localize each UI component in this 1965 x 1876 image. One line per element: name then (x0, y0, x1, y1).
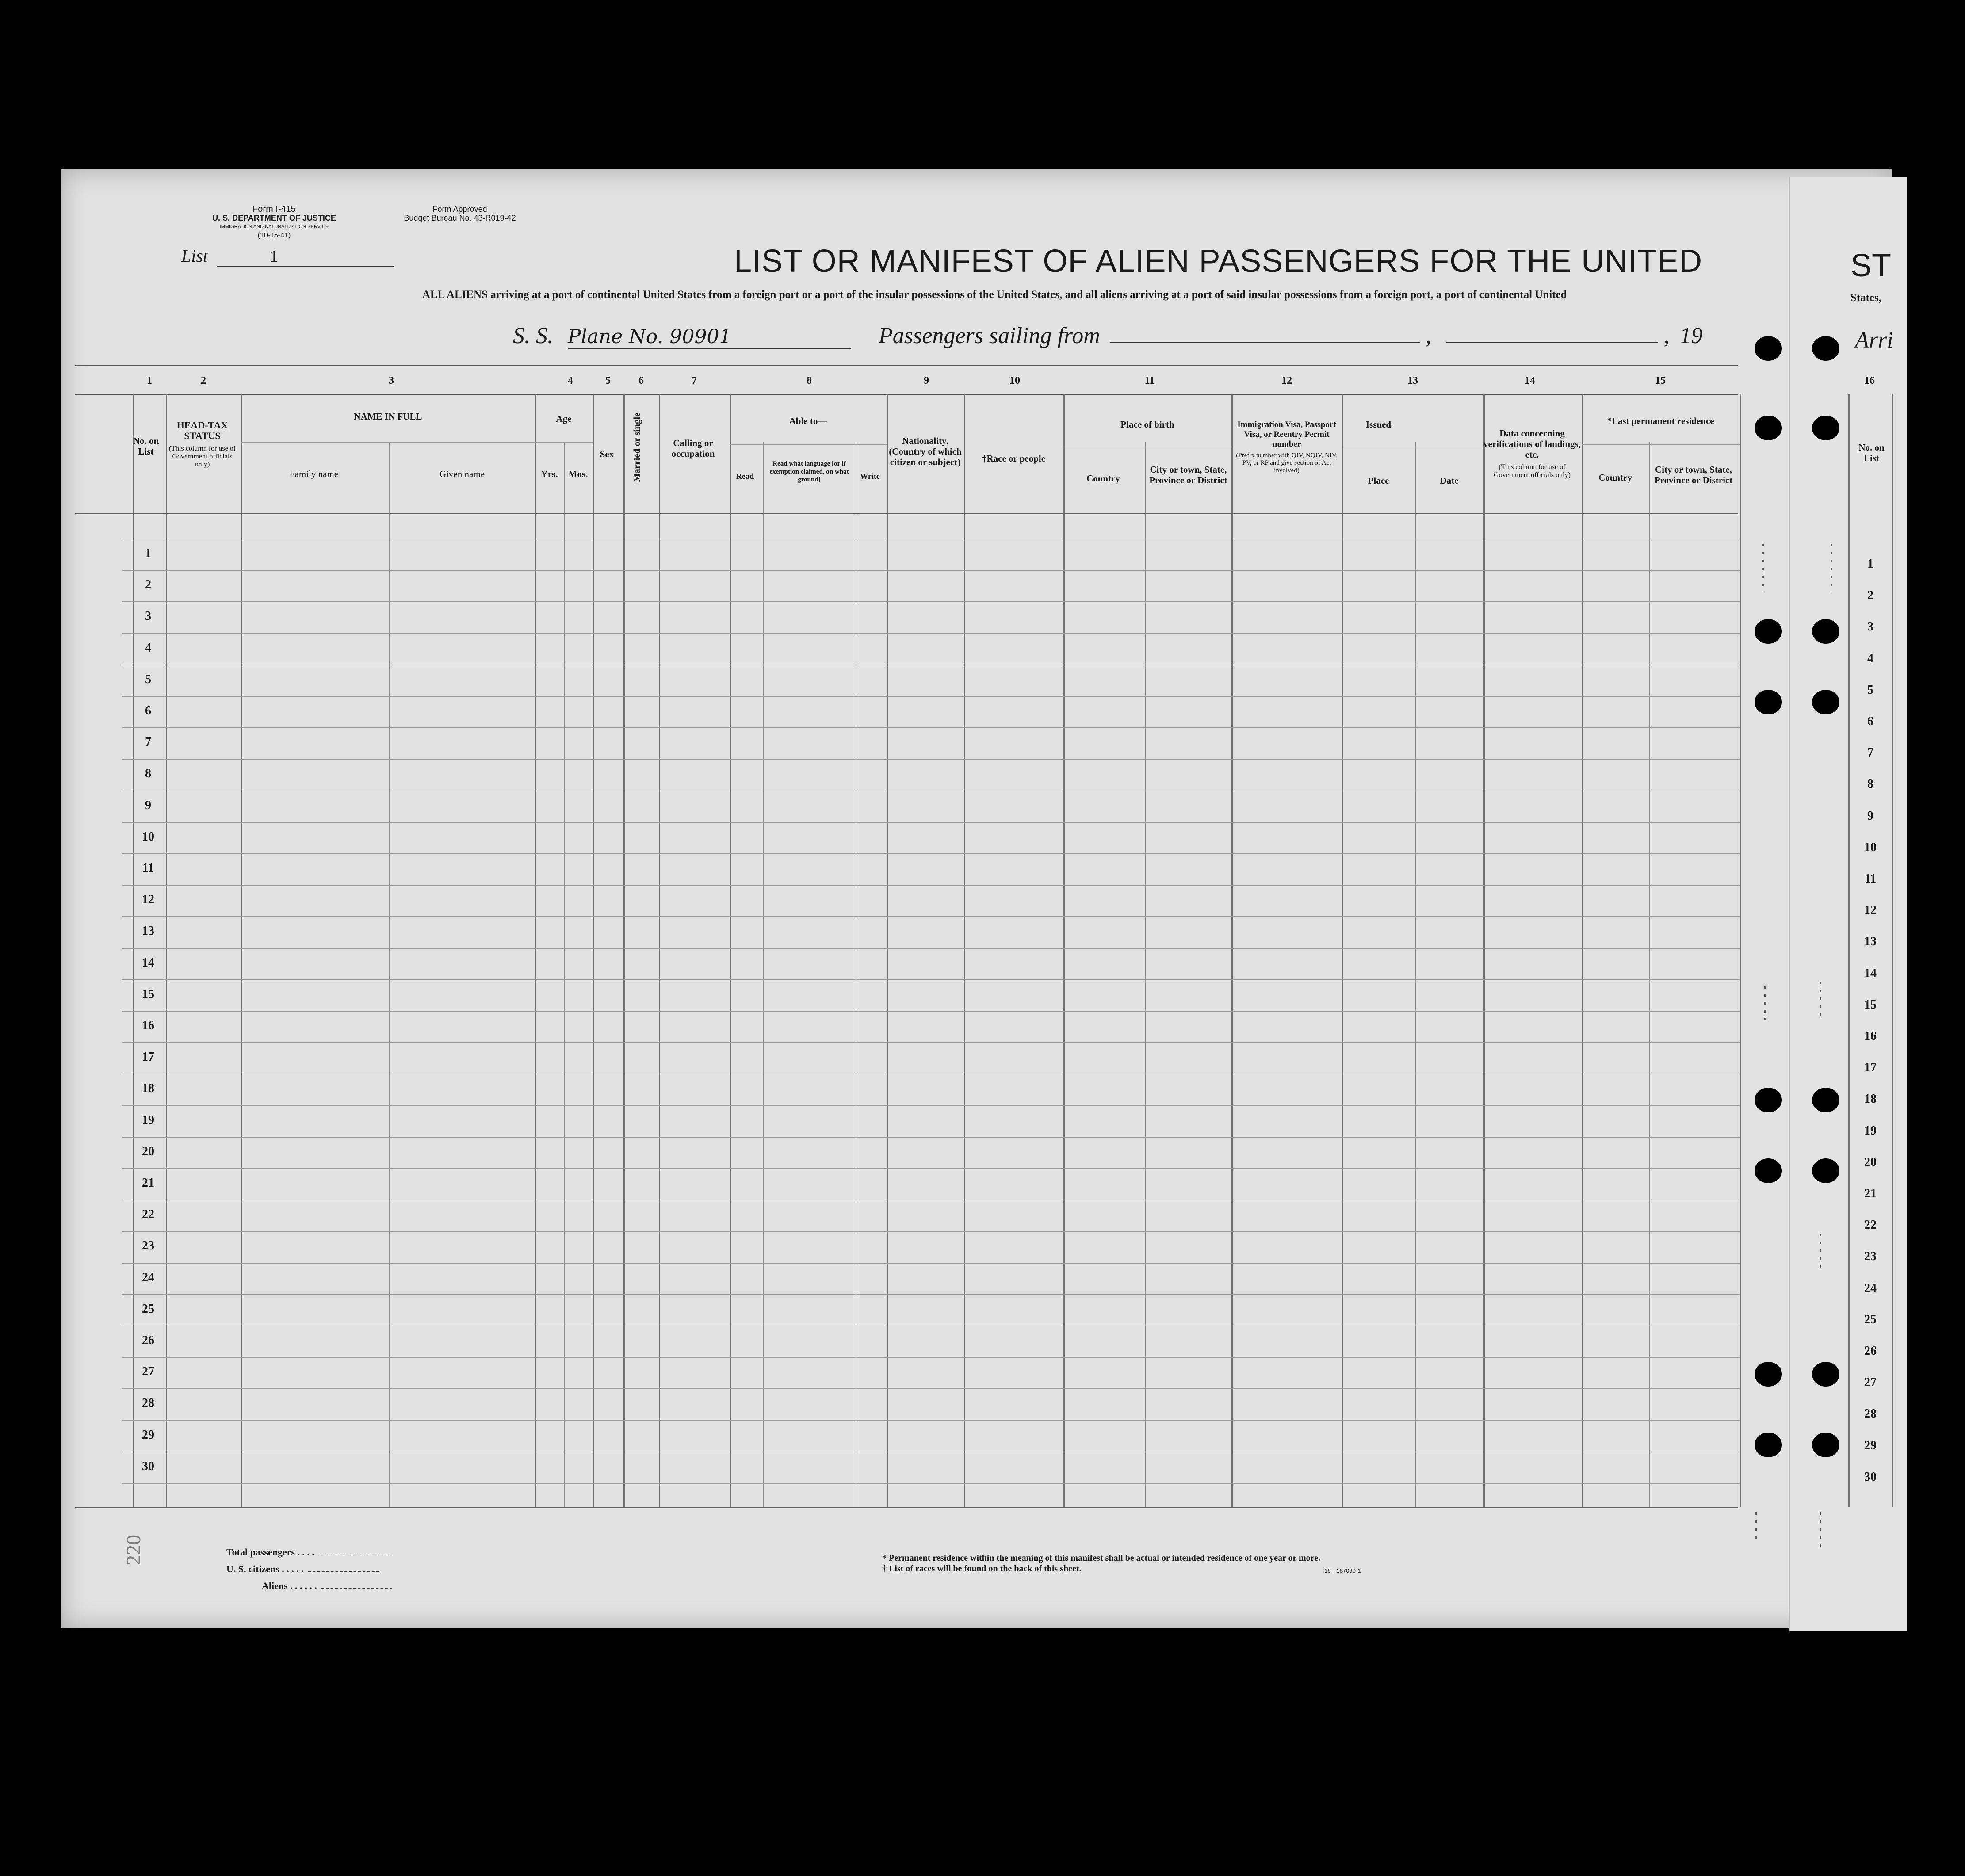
row-number-continued: 2 (1867, 588, 1873, 602)
row-number: 27 (142, 1365, 154, 1379)
column-rule (1892, 394, 1893, 1507)
col-age-header: Age (556, 413, 572, 424)
row-number: 10 (142, 830, 154, 844)
list-value[interactable]: 1 (217, 247, 394, 267)
col-write-header: Write (860, 472, 880, 481)
list-label: List (181, 246, 208, 266)
col-sex-header: Sex (600, 449, 614, 459)
punch-hole (1755, 1158, 1782, 1183)
punch-hole (1812, 1433, 1839, 1457)
row-number: 4 (145, 641, 151, 655)
row-rule (122, 727, 1740, 728)
row-number: 16 (142, 1019, 154, 1032)
row-number: 25 (142, 1302, 154, 1316)
row-number: 21 (142, 1176, 154, 1190)
manifest-title-continued: ST (1850, 248, 1892, 283)
row-number: 6 (145, 704, 151, 718)
perforation-dots (1820, 1234, 1821, 1273)
punch-hole (1812, 336, 1839, 361)
col-age-yrs-header: Yrs. (541, 469, 558, 479)
column-number: 1 (147, 375, 152, 386)
row-number-continued: 27 (1864, 1375, 1877, 1389)
column-rule (1342, 394, 1343, 1507)
row-number-continued: 15 (1864, 998, 1877, 1012)
row-rule (122, 759, 1740, 760)
sailing-label: Passengers sailing from (879, 323, 1100, 348)
arriving-label: Arri (1855, 328, 1893, 353)
column-number: 5 (605, 375, 611, 386)
row-number-continued: 19 (1864, 1124, 1877, 1138)
col-visa-header: Immigration Visa, Passport Visa, or Reentry Permit number (Prefix number with QIV, NQIV, NIV, PV, or RP and give section of Act involved) (1236, 420, 1338, 474)
row-rule (122, 1105, 1740, 1106)
row-number-continued: 21 (1864, 1187, 1877, 1200)
col-name-header: NAME IN FULL (354, 411, 422, 422)
row-rule (122, 1357, 1740, 1358)
col-race-header: †Race or people (982, 453, 1046, 464)
form-number: Form I-415 (252, 204, 296, 214)
row-number-continued: 16 (1864, 1029, 1877, 1043)
punch-hole (1812, 1158, 1839, 1183)
column-number: 12 (1281, 375, 1292, 386)
row-number: 9 (145, 799, 151, 812)
row-rule (122, 979, 1740, 980)
column-rule (730, 394, 731, 1507)
total-passengers-label: Total passengers . . . . (226, 1547, 315, 1558)
perforation-dots (1764, 986, 1766, 1021)
header-rule (75, 394, 1738, 395)
row-number-continued: 20 (1864, 1155, 1877, 1169)
row-rule (122, 601, 1740, 602)
column-rule (623, 394, 625, 1507)
row-rule (122, 1168, 1740, 1169)
col-nationality-header: Nationality. (Country of which citizen or subject) (889, 436, 962, 467)
col-married-header: Married or single (631, 413, 642, 482)
footnote-races: † List of races will be found on the back of this sheet. (882, 1564, 1082, 1574)
col-residence-city-header: City or town, State, Province or District (1654, 464, 1733, 485)
row-number: 17 (142, 1050, 154, 1064)
row-rule (122, 916, 1740, 917)
punch-hole (1755, 690, 1782, 714)
column-rule (535, 394, 536, 1507)
row-number-continued: 9 (1867, 809, 1873, 823)
row-number-continued: 7 (1867, 746, 1873, 760)
row-number-continued: 8 (1867, 777, 1873, 791)
col-read-language-header: Read what language [or if exemption claimed, on what ground] (769, 460, 849, 483)
column-number: 11 (1144, 375, 1155, 386)
row-number: 7 (145, 735, 151, 749)
row-number-continued: 10 (1864, 841, 1877, 854)
punch-hole (1755, 416, 1782, 440)
row-number: 18 (142, 1081, 154, 1095)
subheader-rule (535, 442, 593, 443)
aliens-field[interactable] (321, 1588, 392, 1589)
row-rule (122, 1483, 1740, 1484)
row-rule (122, 1294, 1740, 1295)
row-number-continued: 11 (1864, 872, 1877, 886)
us-citizens-field[interactable] (308, 1571, 379, 1572)
col-verification-header: Data concerning verifications of landings, etc. (This column for use of Government officials only) (1483, 428, 1581, 479)
row-number-continued: 29 (1864, 1439, 1877, 1452)
column-rule (241, 394, 242, 1507)
column-rule (1740, 394, 1741, 1507)
column-number: 9 (924, 375, 929, 386)
row-number: 24 (142, 1271, 154, 1284)
form-service: IMMIGRATION AND NATURALIZATION SERVICE (219, 224, 329, 229)
row-number: 30 (142, 1460, 154, 1473)
print-code: 16—187090-1 (1324, 1567, 1361, 1574)
row-number-continued: 26 (1864, 1344, 1877, 1358)
row-number-continued: 14 (1864, 967, 1877, 980)
col-birth-country-header: Country (1086, 473, 1120, 484)
form-approval (385, 205, 535, 222)
column-number: 2 (201, 375, 206, 386)
row-number: 23 (142, 1239, 154, 1253)
perforation-dots (1831, 544, 1832, 592)
punch-hole (1812, 690, 1839, 714)
col-able-header: Able to— (789, 416, 827, 426)
row-number: 11 (142, 861, 154, 875)
col-headtax-header: HEAD-TAX STATUS (This column for use of Government officials only) (168, 420, 236, 468)
row-number-continued: 28 (1864, 1407, 1877, 1421)
row-rule (122, 1042, 1740, 1043)
column-number: 10 (1009, 375, 1020, 386)
row-rule (122, 948, 1740, 949)
column-rule (659, 394, 660, 1507)
row-rule (122, 1388, 1740, 1389)
col-no-header: No. on List (133, 436, 159, 457)
column-number: 6 (638, 375, 644, 386)
list-field (181, 245, 394, 267)
perforation-dots (1755, 1512, 1757, 1543)
perforation-dots (1820, 982, 1821, 1021)
column-number: 8 (807, 375, 812, 386)
row-number-continued: 3 (1867, 620, 1873, 634)
aliens-label: Aliens . . . . . . (262, 1580, 317, 1591)
row-rule (122, 633, 1740, 634)
column-number: 16 (1864, 375, 1875, 386)
row-number: 5 (145, 672, 151, 686)
row-rule (122, 853, 1740, 854)
punch-hole (1812, 1362, 1839, 1387)
row-number: 1 (145, 546, 151, 560)
row-number: 3 (145, 609, 151, 623)
col-given-name-header: Given name (439, 469, 485, 479)
row-number: 14 (142, 956, 154, 970)
column-number: 14 (1525, 375, 1535, 386)
row-number-continued: 23 (1864, 1249, 1877, 1263)
col-issued-date-header: Date (1440, 475, 1459, 486)
footnotes (882, 1553, 1320, 1574)
perforation-dots (1820, 1512, 1821, 1547)
row-number-continued: 22 (1864, 1218, 1877, 1232)
table-top-rule (75, 365, 1738, 366)
row-number: 2 (145, 578, 151, 592)
column-rule (887, 394, 888, 1507)
row-number: 26 (142, 1333, 154, 1347)
column-rule (964, 394, 965, 1507)
row-number-continued: 18 (1864, 1092, 1877, 1106)
punch-hole (1812, 1088, 1839, 1112)
column-rule (1848, 394, 1850, 1507)
col-birthplace-header: Place of birth (1120, 419, 1174, 430)
punch-hole (1755, 1362, 1782, 1387)
row-number: 15 (142, 987, 154, 1001)
col-issued-place-header: Place (1368, 475, 1389, 486)
row-rule (122, 696, 1740, 697)
row-number-continued: 12 (1864, 903, 1877, 917)
column-number: 3 (389, 375, 394, 386)
punch-hole (1755, 336, 1782, 361)
row-number: 12 (142, 893, 154, 906)
ship-value[interactable]: Plane No. 90901 (568, 325, 851, 349)
row-number-continued: 6 (1867, 714, 1873, 728)
row-number: 8 (145, 767, 151, 780)
row-number-continued: 5 (1867, 683, 1873, 697)
col-age-mos-header: Mos. (568, 469, 588, 479)
column-number: 7 (692, 375, 697, 386)
row-number-continued: 24 (1864, 1281, 1877, 1295)
row-number-continued: 30 (1864, 1470, 1877, 1484)
form-bureau: Budget Bureau No. 43-R019-42 (404, 214, 516, 222)
header-bottom-rule (75, 513, 1738, 514)
sailing-date-field[interactable] (1446, 342, 1658, 343)
col-residence-header: *Last permanent residence (1607, 416, 1714, 426)
row-number-continued: 25 (1864, 1313, 1877, 1326)
continuation-sheet (1789, 177, 1907, 1631)
year-label: 19 (1679, 323, 1703, 348)
col-birth-city-header: City or town, State, Province or District (1149, 464, 1227, 485)
row-number: 22 (142, 1207, 154, 1221)
col-issued-header: Issued (1365, 419, 1392, 430)
row-rule (122, 822, 1740, 823)
row-number-continued: 4 (1867, 652, 1873, 665)
row-rule (122, 570, 1740, 571)
column-rule (1231, 394, 1233, 1507)
totals-block (226, 1544, 392, 1594)
col-no-header-continued: No. on List (1858, 442, 1885, 463)
subheader-rule (730, 444, 887, 445)
row-number-continued: 13 (1864, 935, 1877, 948)
manifest-subtitle-continued: States, (1850, 292, 1882, 304)
punch-hole (1812, 619, 1839, 644)
row-number: 28 (142, 1396, 154, 1410)
column-number: 15 (1655, 375, 1666, 386)
subheader-rule (241, 442, 535, 443)
row-number: 13 (142, 924, 154, 938)
row-number: 29 (142, 1428, 154, 1442)
row-rule (122, 1420, 1740, 1421)
manifest-title: LIST OR MANIFEST OF ALIEN PASSENGERS FOR THE UNITED (734, 244, 1703, 279)
manifest-sheet (61, 169, 1892, 1628)
column-rule (1582, 394, 1583, 1507)
column-rule (166, 394, 167, 1507)
row-rule (122, 1231, 1740, 1232)
row-number-continued: 1 (1867, 557, 1873, 571)
column-rule (593, 394, 594, 1507)
form-dept: U. S. DEPARTMENT OF JUSTICE (212, 214, 336, 222)
row-number: 19 (142, 1113, 154, 1127)
ship-line: S. S. Plane No. 90901 Passengers sailing from , , 19 (513, 323, 1703, 348)
form-date-code: (10-15-41) (257, 232, 291, 239)
footnote-residence: * Permanent residence within the meaning of this manifest shall be actual or intended residence of one year or more. (882, 1553, 1321, 1563)
manifest-subtitle: ALL ALIENS arriving at a port of continental United States from a foreign port or a port of the insular possessions of the United States, and all aliens arriving at a port of said insular possessions from a foreign port, a port of continental United (422, 289, 1567, 301)
row-number: 20 (142, 1145, 154, 1158)
ship-label: S. S. (513, 323, 553, 348)
sailing-from-field[interactable] (1110, 342, 1420, 343)
perforation-dots (1762, 544, 1764, 592)
row-rule (122, 1011, 1740, 1012)
column-number: 13 (1407, 375, 1418, 386)
row-number-continued: 17 (1864, 1061, 1877, 1074)
punch-hole (1755, 619, 1782, 644)
col-residence-country-header: Country (1598, 472, 1632, 483)
subheader-rule (1582, 444, 1740, 445)
stamp-number: 220 (122, 1535, 145, 1565)
punch-hole (1755, 1433, 1782, 1457)
column-rule (1063, 394, 1065, 1507)
column-rule (1483, 394, 1485, 1507)
form-approved: Form Approved (432, 205, 487, 214)
col-calling-header: Calling or occupation (671, 438, 715, 459)
col-family-name-header: Family name (289, 469, 339, 479)
form-info (186, 205, 363, 240)
row-rule (122, 1137, 1740, 1138)
row-rule (122, 885, 1740, 886)
col-read-header: Read (736, 472, 754, 481)
punch-hole (1755, 1088, 1782, 1112)
column-number: 4 (568, 375, 573, 386)
table-bottom-rule (75, 1507, 1738, 1508)
row-rule (122, 1263, 1740, 1264)
punch-hole (1812, 416, 1839, 440)
us-citizens-label: U. S. citizens . . . . . (226, 1563, 304, 1574)
